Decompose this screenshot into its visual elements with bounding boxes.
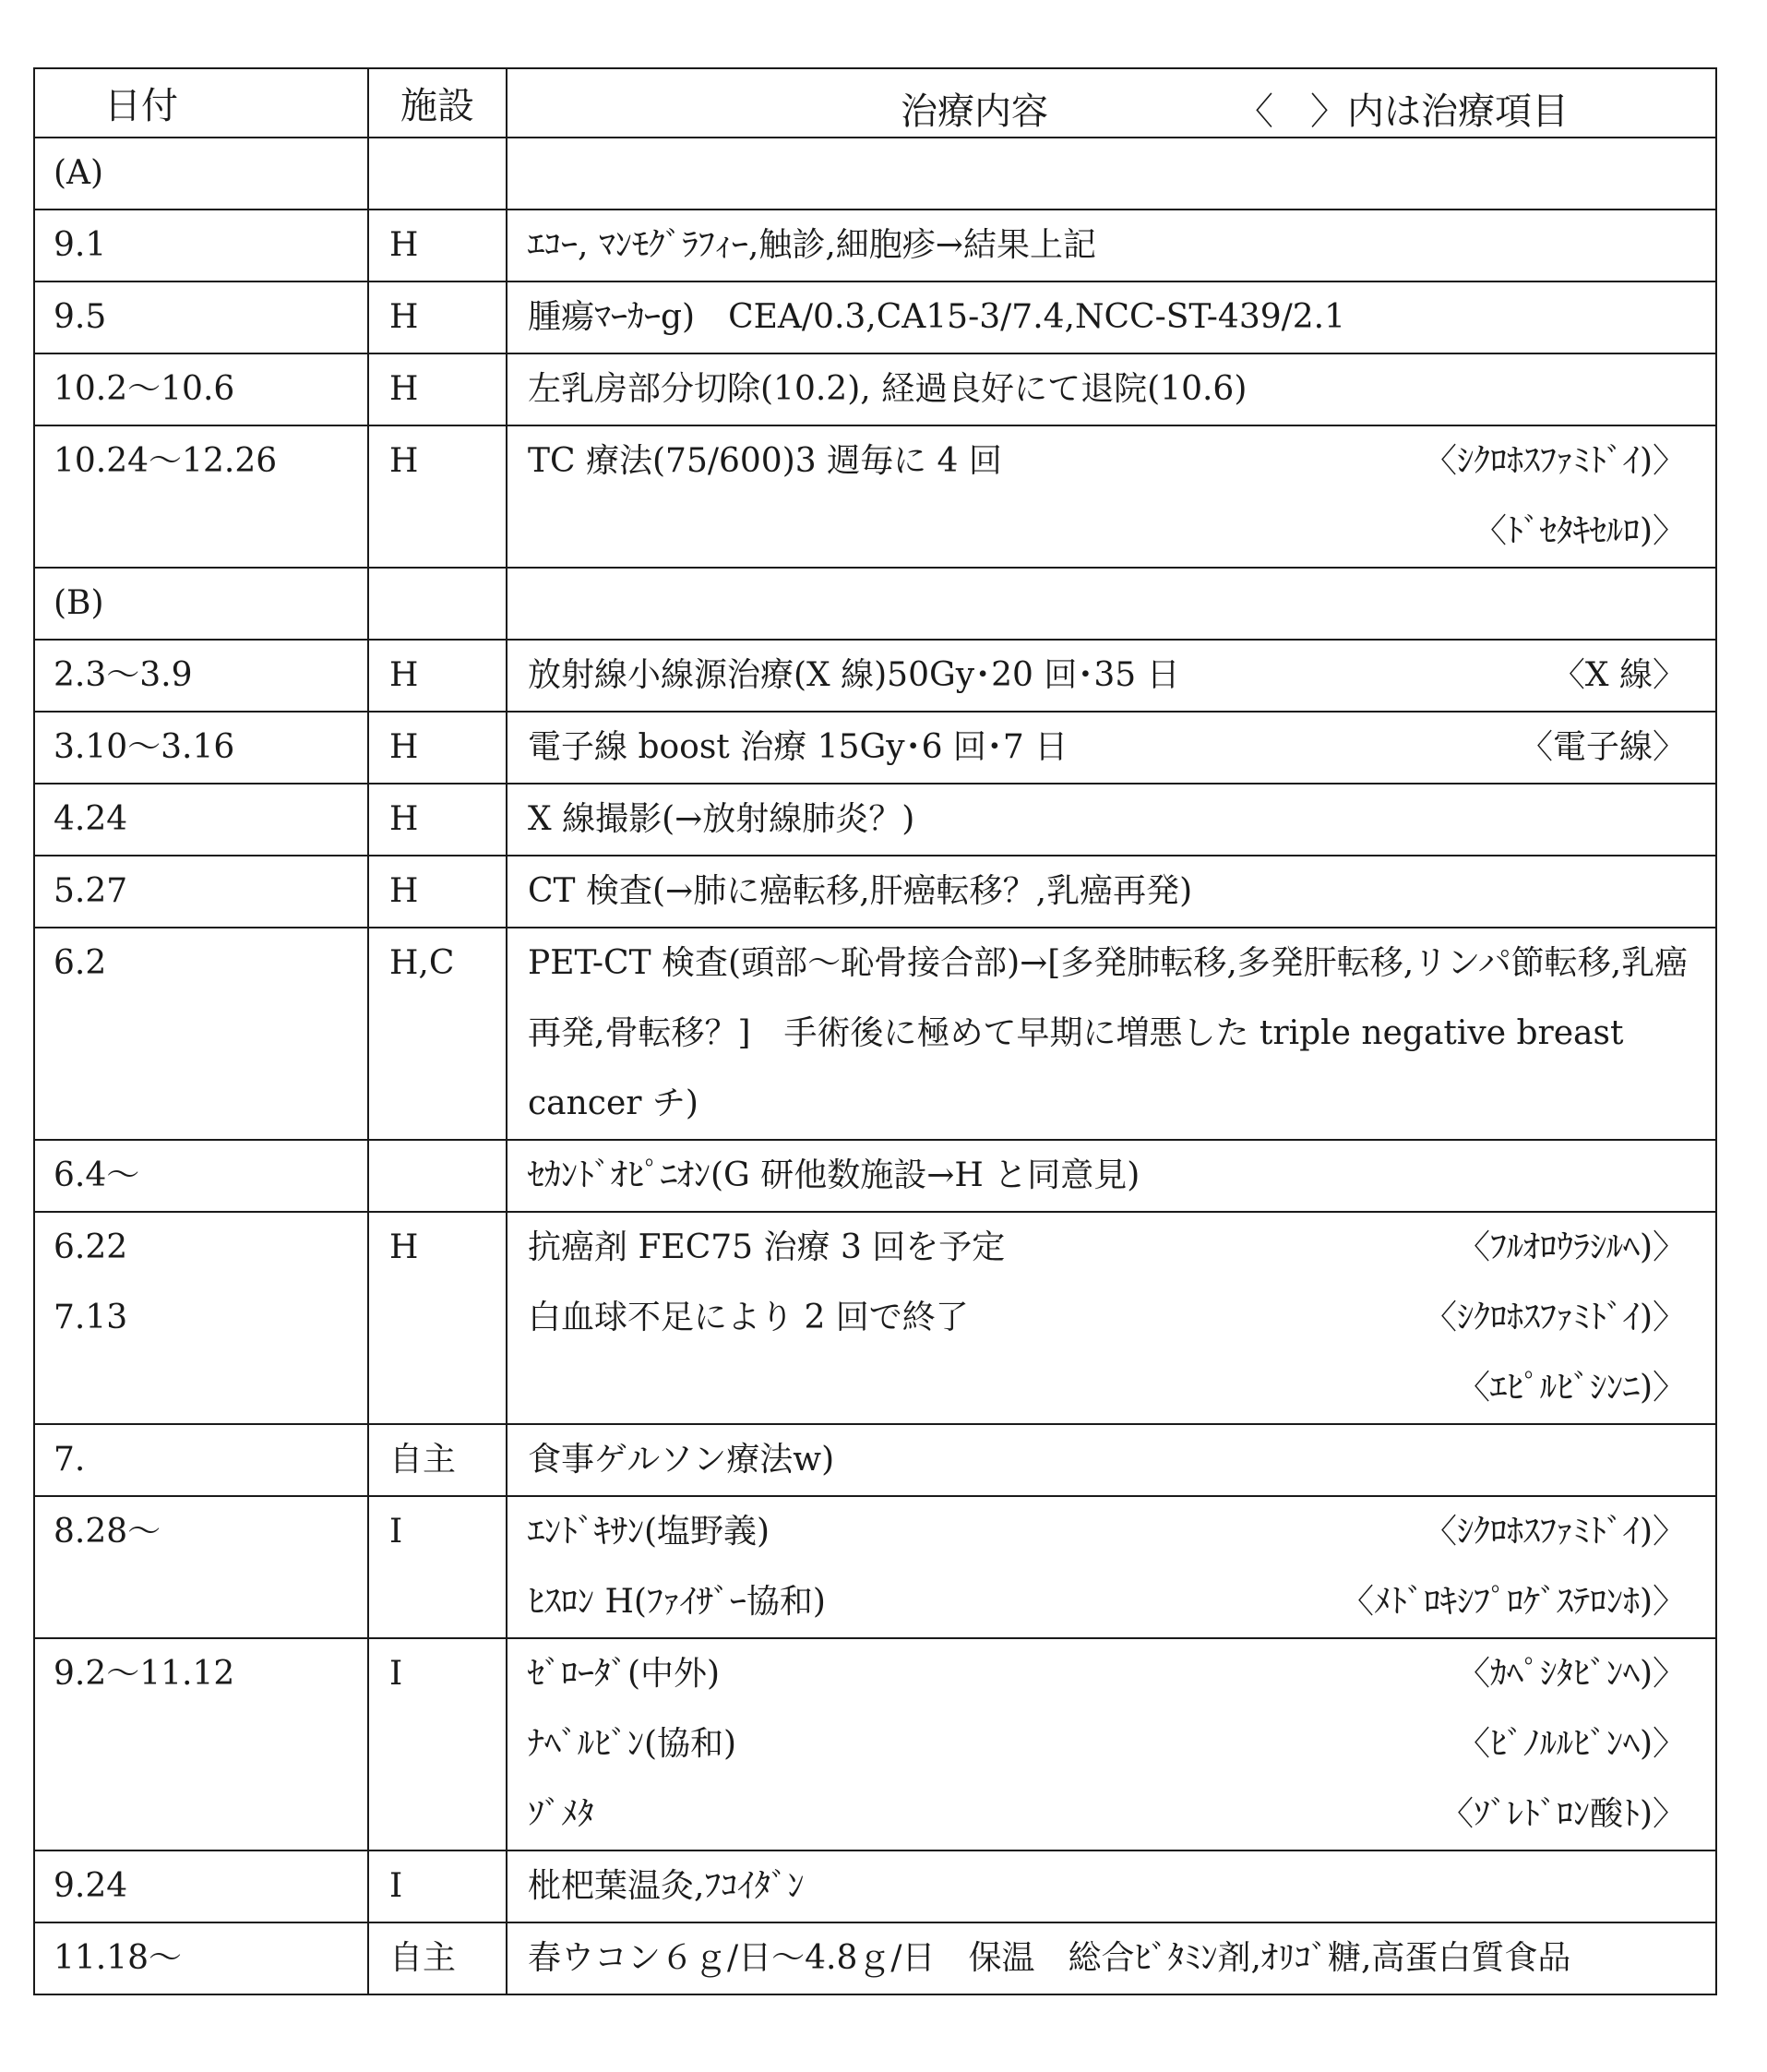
row-facility: I [368, 1850, 507, 1922]
content-line [528, 354, 1695, 425]
row-content [507, 425, 1716, 568]
section-empty [507, 138, 1716, 210]
row-content [507, 784, 1716, 856]
content-line [528, 1779, 1695, 1850]
treatment-text: 抗癌剤 FEC75 治療 3 回を予定 [528, 1228, 1006, 1266]
row-facility: I [368, 1496, 507, 1638]
row-content [507, 1850, 1716, 1922]
content-line [528, 1141, 1695, 1211]
content-paragraph: 春ウコン６ｇ/日〜4.8ｇ/日 保温 総合ﾋﾞﾀﾐﾝ剤,ｵﾘｺﾞ糖,高蛋白質食品 [528, 1939, 1571, 1977]
drug-label: 〈ｴﾋﾟﾙﾋﾞｼﾝﾆ)〉 [1456, 1369, 1686, 1407]
row-content [507, 281, 1716, 353]
row-facility: 自主 [368, 1424, 507, 1496]
table-row [34, 640, 1716, 712]
row-date: 11.18〜 [34, 1922, 368, 1994]
treatment-text: X 線撮影(→放射線肺炎？) [528, 800, 915, 838]
row-date: 9.5 [34, 281, 368, 353]
content-line [528, 497, 1695, 567]
section-label: (B) [34, 568, 368, 640]
table-row [34, 1212, 1716, 1424]
drug-label: 〈ﾋﾞﾉﾙﾙﾋﾞﾝﾍ)〉 [1456, 1725, 1686, 1763]
content-line [528, 1497, 1695, 1567]
header-note: 〈 〉内は治療項目 [1236, 90, 1569, 133]
content-line [528, 1851, 1695, 1922]
row-content [507, 928, 1716, 1140]
row-date: 9.24 [34, 1850, 368, 1922]
table-body [34, 138, 1716, 1994]
row-facility: H [368, 640, 507, 712]
header-date: 日付 [34, 68, 368, 138]
table-row [34, 353, 1716, 425]
treatment-text: 電子線 boost 治療 15Gy･6 回･7 日 [528, 728, 1069, 766]
treatment-text: ｿﾞﾒﾀ [528, 1795, 594, 1833]
table-row [34, 1922, 1716, 1994]
content-paragraph: PET-CT 検査(頭部〜恥骨接合部)→[多発肺転移,多発肝転移,リンパ節転移,乳癌再発,骨転移？] 手術後に極めて早期に増悪した triple negative breast cancer チ) [528, 944, 1689, 1122]
treatment-table [33, 67, 1717, 1995]
row-content [507, 1424, 1716, 1496]
table-row [34, 712, 1716, 784]
drug-label: 〈ﾄﾞｾﾀｷｾﾙﾛ)〉 [1473, 512, 1686, 550]
row-content [507, 1496, 1716, 1638]
content-line [528, 210, 1695, 281]
drug-label: 〈電子線〉 [1519, 728, 1686, 766]
header-content [507, 68, 1716, 138]
section-row [34, 138, 1716, 210]
treatment-text: TC 療法(75/600)3 週毎に 4 回 [528, 442, 1002, 480]
table-row [34, 856, 1716, 928]
table-row [34, 1850, 1716, 1922]
table-row [34, 425, 1716, 568]
content-line [528, 1639, 1695, 1709]
treatment-text: ｾｶﾝﾄﾞｵﾋﾟﾆｵﾝ(G 研他数施設→H と同意見) [528, 1156, 1140, 1194]
content-line [528, 713, 1695, 783]
treatment-text: 食事ゲルソン療法w) [528, 1441, 835, 1479]
row-date: 8.28〜 [34, 1496, 368, 1638]
section-label: (A) [34, 138, 368, 210]
content-line [528, 1425, 1695, 1495]
row-date: 9.1 [34, 210, 368, 281]
section-empty [507, 568, 1716, 640]
table-row [34, 281, 1716, 353]
row-content [507, 1212, 1716, 1424]
content-line [528, 1353, 1695, 1423]
content-line [528, 1213, 1695, 1283]
drug-label: 〈ｶﾍﾟｼﾀﾋﾞﾝﾍ)〉 [1456, 1655, 1686, 1693]
row-date: 7. [34, 1424, 368, 1496]
row-facility: 自主 [368, 1922, 507, 1994]
section-empty [368, 568, 507, 640]
header-content-label: 治療内容 [901, 90, 1048, 133]
row-content [507, 1140, 1716, 1212]
treatment-text: ｴﾝﾄﾞｷｻﾝ(塩野義) [528, 1513, 770, 1551]
header-facility: 施設 [368, 68, 507, 138]
treatment-text: ｴｺｰ, ﾏﾝﾓｸﾞﾗﾌｨｰ,触診,細胞疹→結果上記 [528, 226, 1096, 264]
row-content [507, 856, 1716, 928]
drug-label: 〈ｿﾞﾚﾄﾞﾛﾝ酸ﾄ)〉 [1439, 1795, 1686, 1833]
table-row [34, 784, 1716, 856]
row-content [507, 1922, 1716, 1994]
content-line [528, 1709, 1695, 1779]
table-row [34, 210, 1716, 281]
row-content [507, 210, 1716, 281]
row-content [507, 712, 1716, 784]
section-empty [368, 138, 507, 210]
header-row [34, 68, 1716, 138]
treatment-text: 腫瘍ﾏｰｶｰg) CEA/0.3,CA15-3/7.4,NCC-ST-439/2.1 [528, 298, 1346, 336]
table-row [34, 1638, 1716, 1850]
table-row [34, 928, 1716, 1140]
row-facility: H [368, 425, 507, 568]
table-row [34, 1496, 1716, 1638]
treatment-text: 放射線小線源治療(X 線)50Gy･20 回･35 日 [528, 656, 1180, 694]
section-row [34, 568, 1716, 640]
row-date: 4.24 [34, 784, 368, 856]
row-facility [368, 1140, 507, 1212]
row-facility: H [368, 281, 507, 353]
row-date: 9.2〜11.12 [34, 1638, 368, 1850]
content-line [528, 1567, 1695, 1637]
row-facility: I [368, 1638, 507, 1850]
treatment-text: 白血球不足により 2 回で終了 [528, 1299, 969, 1336]
drug-label: 〈ｼｸﾛﾎｽﾌｧﾐﾄﾞｲ)〉 [1423, 1299, 1686, 1336]
row-date: 5.27 [34, 856, 368, 928]
row-facility: H [368, 856, 507, 928]
treatment-text: ﾋｽﾛﾝ H(ﾌｧｲｻﾞｰ協和) [528, 1583, 826, 1621]
row-facility: H [368, 353, 507, 425]
table-row [34, 1424, 1716, 1496]
row-date: 3.10〜3.16 [34, 712, 368, 784]
row-date: 10.24〜12.26 [34, 425, 368, 568]
content-line [528, 856, 1695, 927]
drug-label: 〈X 線〉 [1551, 656, 1686, 694]
row-facility: H [368, 1212, 507, 1424]
content-line [528, 641, 1695, 711]
row-date: 2.3〜3.9 [34, 640, 368, 712]
content-line [528, 784, 1695, 855]
treatment-text: CT 検査(→肺に癌転移,肝癌転移？,乳癌再発) [528, 872, 1193, 910]
row-content [507, 640, 1716, 712]
drug-label: 〈ﾒﾄﾞﾛｷｼﾌﾟﾛｹﾞｽﾃﾛﾝﾎ)〉 [1340, 1583, 1686, 1621]
row-facility: H [368, 210, 507, 281]
row-date: 6.4〜 [34, 1140, 368, 1212]
table-row [34, 1140, 1716, 1212]
row-content [507, 1638, 1716, 1850]
row-facility: H [368, 784, 507, 856]
row-date: 6.2 [34, 928, 368, 1140]
content-line [528, 426, 1695, 497]
row-facility: H,C [368, 928, 507, 1140]
row-content [507, 353, 1716, 425]
drug-label: 〈ｼｸﾛﾎｽﾌｧﾐﾄﾞｲ)〉 [1423, 442, 1686, 480]
treatment-text: ｾﾞﾛｰﾀﾞ(中外) [528, 1655, 721, 1693]
drug-label: 〈ｼｸﾛﾎｽﾌｧﾐﾄﾞｲ)〉 [1423, 1513, 1686, 1551]
drug-label: 〈ﾌﾙｵﾛｳﾗｼﾙﾍ)〉 [1456, 1228, 1686, 1266]
treatment-text: 左乳房部分切除(10.2), 経過良好にて退院(10.6) [528, 370, 1248, 408]
treatment-text: 枇杷葉温灸,ﾌｺｲﾀﾞﾝ [528, 1867, 805, 1905]
treatment-text: ﾅﾍﾞﾙﾋﾞﾝ(協和) [528, 1725, 737, 1763]
row-date: 6.22 7.13 [34, 1212, 368, 1424]
row-facility: H [368, 712, 507, 784]
row-date: 10.2〜10.6 [34, 353, 368, 425]
content-line [528, 282, 1695, 353]
content-line [528, 1283, 1695, 1353]
